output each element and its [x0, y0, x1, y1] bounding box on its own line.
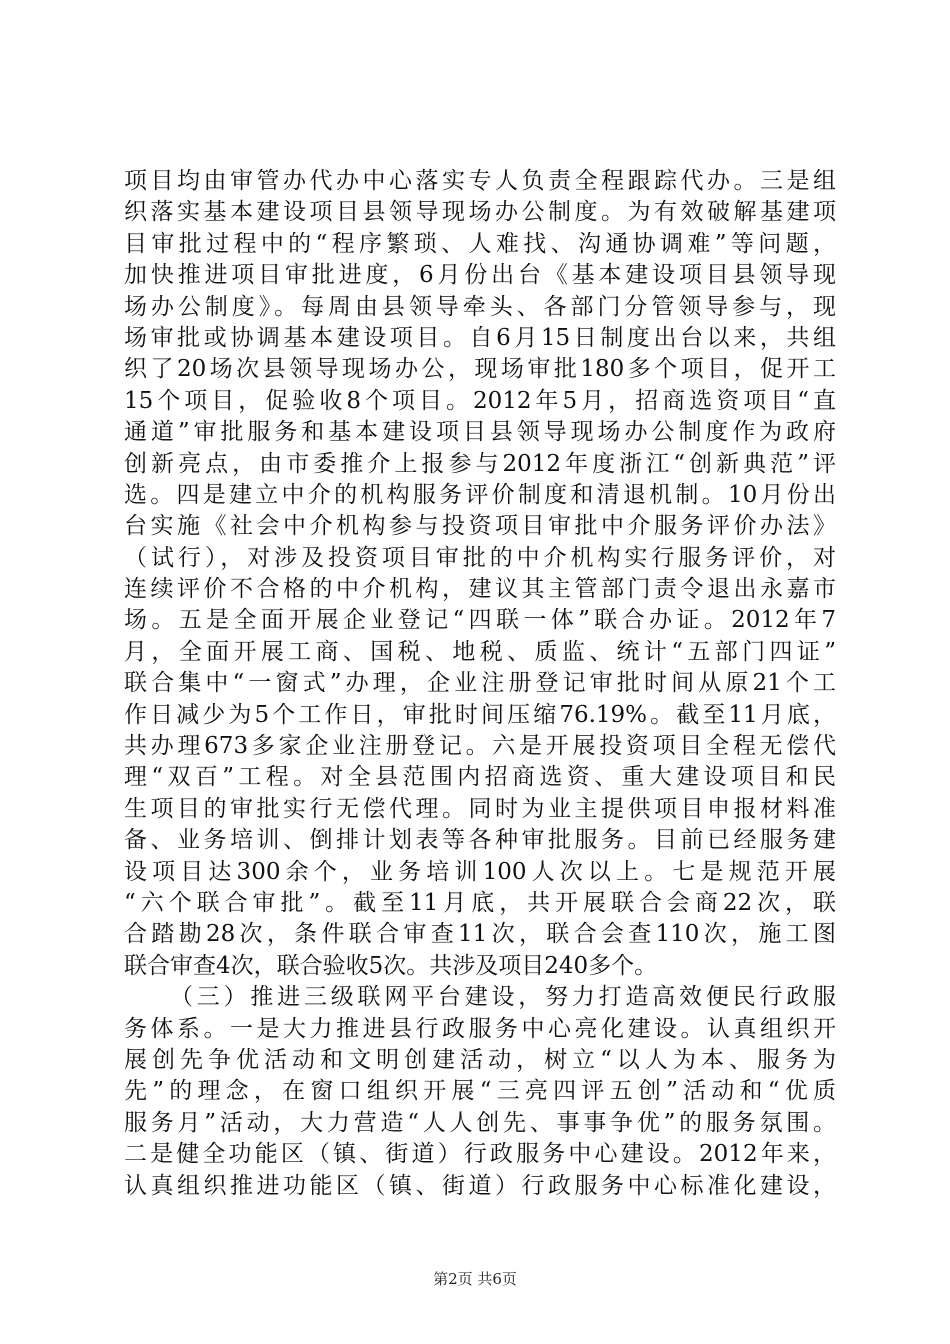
text-line: 项目均由审管办代办中心落实专人负责全程跟踪代办。三是组 — [124, 168, 836, 194]
text-line: 连续评价不合格的中介机构，建议其主管部门责令退出永嘉市 — [124, 576, 836, 603]
text-line: 备、业务培训、倒排计划表等各种审批服务。目前已经服务建 — [124, 827, 836, 854]
text-line: 服务月”活动，大力营造“人人创先、事事争优”的服务氛围。 — [124, 1109, 836, 1136]
text-line: 15个项目，促验收8个项目。2012年5月，招商选资项目“直 — [124, 387, 836, 414]
text-line: 共办理673多家企业注册登记。六是开展投资项目全程无偿代 — [124, 733, 836, 760]
text-line: 通道”审批服务和基本建设项目县领导现场办公制度作为政府 — [124, 419, 836, 446]
text-line: 选。四是建立中介的机构服务评价制度和清退机制。10月份出 — [124, 481, 836, 508]
text-line: 合踏勘28次，条件联合审查11次，联合会查110次，施工图 — [124, 921, 836, 948]
text-line: 生项目的审批实行无偿代理。同时为业主提供项目申报材料准 — [124, 795, 836, 822]
text-line: 场审批或协调基本建设项目。自6月15日制度出台以来，共组 — [124, 324, 836, 351]
text-line: 联合集中“一窗式”办理，企业注册登记审批时间从原21个工 — [124, 670, 836, 697]
text-line: 加快推进项目审批进度，6月份出台《基本建设项目县领导现 — [124, 262, 836, 289]
text-line: 创新亮点，由市委推介上报参与2012年度浙江“创新典范”评 — [124, 450, 836, 477]
body-text — [124, 166, 836, 1202]
text-line: 织了20场次县领导现场办公，现场审批180多个项目，促开工 — [124, 356, 836, 383]
text-line: （试行），对涉及投资项目审批的中介机构实行服务评价，对 — [124, 544, 836, 571]
text-line: （三）推进三级联网平台建设，努力打造高效便民行政服 — [170, 984, 836, 1011]
text-line: 织落实基本建设项目县领导现场办公制度。为有效破解基建项 — [124, 199, 836, 226]
text-line: 认真组织推进功能区（镇、街道）行政服务中心标准化建设， — [124, 1172, 836, 1199]
text-line: 展创先争优活动和文明创建活动，树立“以人为本、服务为 — [124, 1046, 836, 1073]
text-line: 二是健全功能区（镇、街道）行政服务中心建设。2012年来， — [124, 1141, 836, 1168]
text-line: 理“双百”工程。对全县范围内招商选资、重大建设项目和民 — [124, 764, 836, 791]
text-line: “六个联合审批”。截至11月底，共开展联合会商22次，联 — [124, 889, 836, 916]
text-line: 目审批过程中的“程序繁琐、人难找、沟通协调难”等问题， — [124, 230, 836, 257]
text-line: 场办公制度》。每周由县领导牵头、各部门分管领导参与，现 — [124, 293, 836, 320]
text-line: 作日减少为5个工作日，审批时间压缩76.19%。截至11月底， — [124, 701, 836, 728]
text-line: 设项目达300余个，业务培训100人次以上。七是规范开展 — [124, 858, 836, 885]
page-footer: 第2页 共6页 — [433, 1270, 517, 1288]
text-line: 月，全面开展工商、国税、地税、质监、统计“五部门四证” — [124, 638, 836, 665]
text-line: 场。五是全面开展企业登记“四联一体”联合办证。2012年7 — [124, 607, 836, 634]
text-line: 联合审查4次，联合验收5次。共涉及项目240多个。 — [124, 952, 658, 979]
text-line: 务体系。一是大力推进县行政服务中心亮化建设。认真组织开 — [124, 1015, 836, 1042]
text-line: 先”的理念，在窗口组织开展“三亮四评五创”活动和“优质 — [124, 1078, 836, 1105]
text-line: 台实施《社会中介机构参与投资项目审批中介服务评价办法》 — [124, 513, 836, 540]
